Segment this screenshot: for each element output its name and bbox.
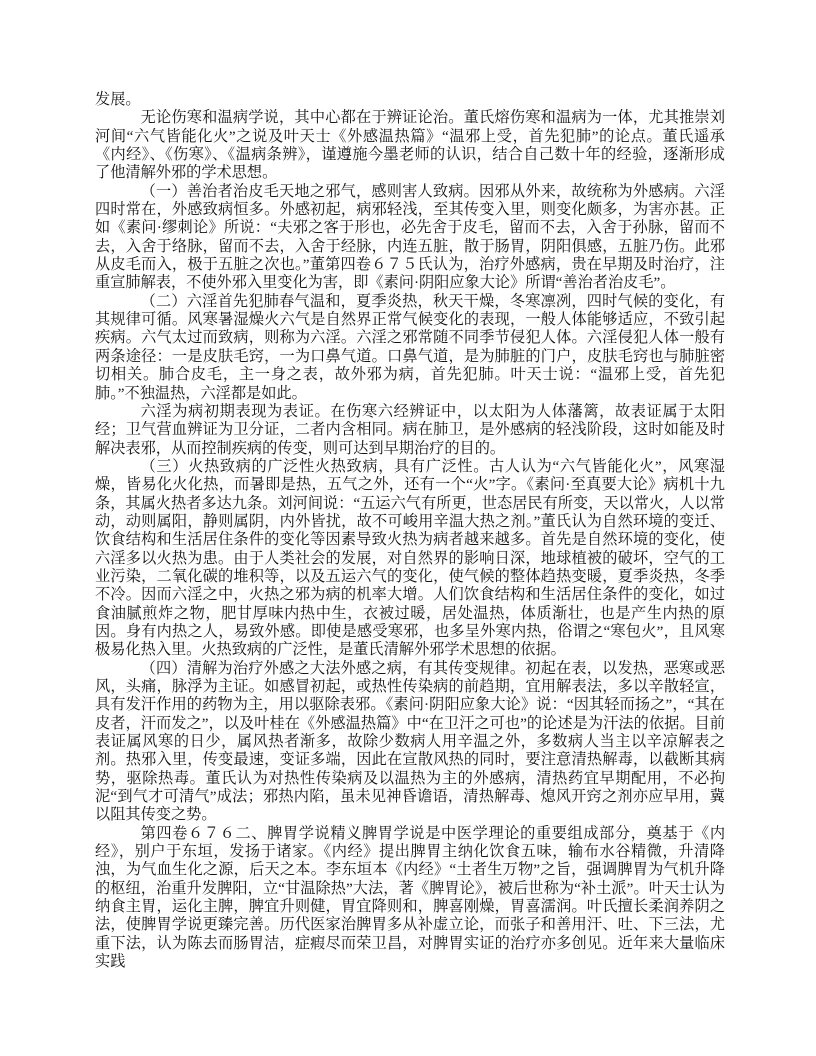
paragraph-section-2-cont: 六淫为病初期表现为表证。在伤寒六经辨证中，以太阳为人体藩篱，故表证属于太阳经；卫气营血辨证为卫分证，二者内含相同。病在肺卫，是外感病的轻浅阶段，这时如能及时解决表邪，从而控制疾病的传变，则可达到早期治疗的目的。: [95, 402, 725, 457]
paragraph-section-2: （二）六淫首先犯肺春气温和，夏季炎热，秋天干燥，冬寒凛冽，四时气候的变化，有其规律可循。风寒暑湿燥火六气是自然界正常气候变化的表现，一般人体能够适应，不致引起疾病。六气太过而致病，则称为六淫。六淫之邪常随不同季节侵犯人体。六淫侵犯人体一般有两条途径：一是皮肤毛窍，一为口鼻气道。口鼻气道，是为肺脏的门户，皮肤毛窍也与肺脏密切相关。肺合皮毛，主一身之表，故外邪为病，首先犯肺。叶天士说：“温邪上受，首先犯肺。”不独温热，六淫都是如此。: [95, 292, 725, 402]
paragraph-continuation: 发展。: [95, 91, 141, 108]
paragraph-chapter-2: 第四卷６７６二、脾胃学说精义脾胃学说是中医学理论的重要组成部分，奠基于《内经》，别户于东垣，发扬于诸家。《内经》提出脾胃主纳化饮食五味，输布水谷精微，升清降浊，为气血生化之源，后天之本。李东垣本《内经》“土者生万物”之旨，强调脾胃为气机升降的枢纽，治重升发脾阳，立“甘温除热”大法，著《脾胃论》，被后世称为“补土派”。叶天士认为纳食主胃，运化主脾，脾宜升则健，胃宜降则和，脾喜刚燥，胃喜濡润。叶氏擅长柔润养阴之法，使脾胃学说更臻完善。历代医家治脾胃多从补虚立论，而张子和善用汗、吐、下三法，尤重下法，认为陈去而肠胃洁，症瘕尽而荣卫昌，对脾胃实证的治疗亦多创见。近年来大量临床实践: [95, 824, 725, 971]
paragraph-intro: 无论伤寒和温病学说，其中心都在于辨证论治。董氏熔伤寒和温病为一体，尤其推崇刘河间“六气皆能化火”之说及叶天士《外感温热篇》“温邪上受，首先犯肺”的论点。董氏遥承《内经》、《伤寒》、《温病条辨》，谨遵施今墨老师的认识，结合自己数十年的经验，逐渐形成了他清解外邪的学术思想。: [95, 109, 725, 182]
document-text-body: [95, 91, 725, 972]
paragraph-section-4: （四）清解为治疗外感之大法外感之病，有其传变规律。初起在表，以发热，恶寒或恶风，头痛，脉浮为主证。如感冒初起，或热性传染病的前趋期，宜用解表法，多以辛散轻宣，具有发汗作用的药物为主，用以驱除表邪。《素问·阴阳应象大论》说：“因其轻而扬之”，“其在皮者，汗而发之”，以及叶桂在《外感温热篇》中“在卫汗之可也”的论述是为汗法的依据。目前表证属风寒的日少，属风热者渐多，故除少数病人用辛温之外，多数病人当主以辛凉解表之剂。热邪入里，传变最速，变证多端，因此在宣散风热的同时，要注意清热解毒，以截断其病势，驱除热毒。董氏认为对热性传染病及以温热为主的外感病，清热药宜早期配用，不必拘泥“到气才可清气”成法；邪热内陷，虽未见神昏谵语，清热解毒、熄风开窍之剂亦应早用，冀以阻其传变之势。: [95, 659, 725, 824]
paragraph-section-3: （三）火热致病的广泛性火热致病，具有广泛性。古人认为“六气皆能化火”，风寒湿燥，皆易化火化热，而暑即是热，五气之外，还有一个“火”字。《素问·至真要大论》病机十九条，其属火热者多达九条。刘河间说：“五运六气有所更，世态居民有所变，天以常火，人以常动，动则属阳，静则属阴，内外皆扰，故不可峻用辛温大热之剂。”董氏认为自然环境的变迁、饮食结构和生活居住条件的变化等因素导致火热为病者越来越多。首先是自然环境的变化，使六淫多以火热为患。由于人类社会的发展，对自然界的影响日深，地球植被的破坏，空气的工业污染，二氧化碳的堆积等，以及五运六气的变化，使气候的整体趋热变暖，夏季炎热，冬季不冷。因而六淫之中，火热之邪为病的机率大增。人们饮食结构和生活居住条件的变化，如过食油腻煎炸之物，肥甘厚味内热中生，衣被过暖，居处温热，体质渐壮，也是产生内热的原因。身有内热之人，易致外感。即使是感受寒邪，也多呈外寒内热，俗谓之“寒包火”，且风寒极易化热入里。火热致病的广泛性，是董氏清解外邪学术思想的依据。: [95, 457, 725, 659]
paragraph-section-1: （一）善治者治皮毛天地之邪气，感则害人致病。因邪从外来，故统称为外感病。六淫四时常在，外感致病恒多。外感初起，病邪轻浅，至其传变入里，则变化颇多，为害亦甚。正如《素问·缪刺论》所说：“夫邪之客于形也，必先舍于皮毛，留而不去，入舍于孙脉，留而不去，入舍于络脉，留而不去，入舍于经脉，内连五脏，散于肠胃，阴阳俱感，五脏乃伤。此邪从皮毛而入，极于五脏之次也。”董第四卷６７５氏认为，治疗外感病，贵在早期及时治疗，注重宣肺解表，不使外邪入里变化为害，即《素问·阴阳应象大论》所谓“善治者治皮毛”。: [95, 182, 725, 292]
